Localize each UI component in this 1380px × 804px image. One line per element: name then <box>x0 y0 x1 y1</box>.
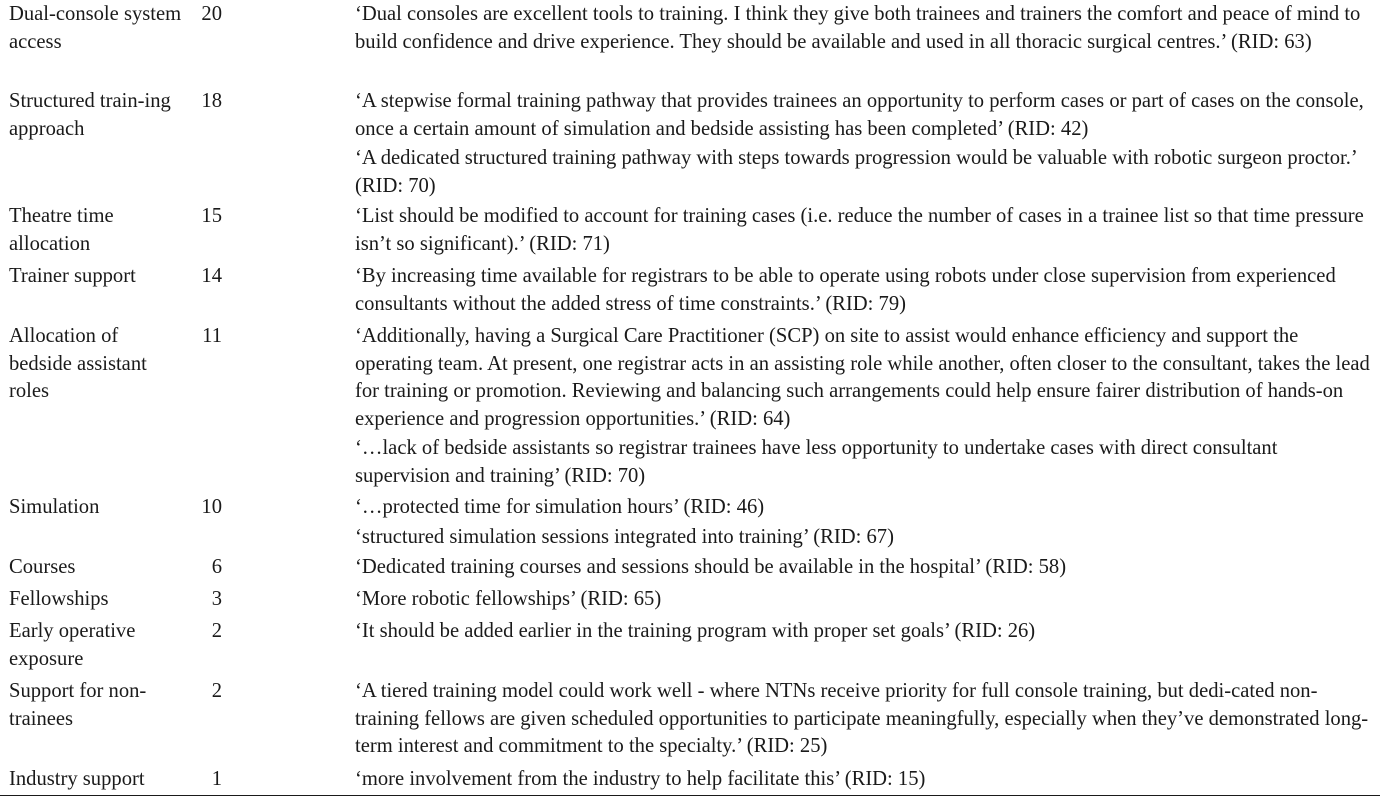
theme-cell: Allocation of bedside assistant roles <box>9 325 147 402</box>
count-cell: 10 <box>201 496 222 518</box>
quote-text: ‘…lack of bedside assistants so registrar trainees have less opportunity to undertake cases with direct consultant supervision and training’ (RID: 70) <box>355 437 1278 487</box>
quote-text: ‘more involvement from the industry to help facilitate this’ (RID: 15) <box>355 768 926 790</box>
theme-cell: Industry support <box>9 768 145 790</box>
theme-cell: Support for non-trainees <box>9 680 147 730</box>
quotes-cell <box>355 88 1375 200</box>
quotes-cell <box>355 618 1375 646</box>
quotes-cell <box>355 1 1375 56</box>
quote-text: ‘It should be added earlier in the training program with proper set goals’ (RID: 26) <box>355 620 1036 642</box>
quote-text: ‘…protected time for simulation hours’ (RID: 46) <box>355 496 765 518</box>
theme-cell: Fellowships <box>9 588 109 610</box>
quotes-cell <box>355 586 1375 614</box>
quote-text: ‘A dedicated structured training pathway with steps towards progression would be valuable with robotic surgeon proctor.’ (RID: 70) <box>355 147 1357 197</box>
theme-cell: Trainer support <box>9 265 136 287</box>
count-cell: 14 <box>201 265 222 287</box>
quote-text: ‘By increasing time available for registrars to be able to operate using robots under close supervision from experienced consultants without the added stress of time constraints.’ (RID: 79) <box>355 265 1336 315</box>
count-cell: 6 <box>211 556 222 578</box>
quote-text: ‘A tiered training model could work well - where NTNs receive priority for full console training, but dedi-cated non-training fellows are given scheduled opportunities to participate meaningfully, especially when they’ve demonstrated long-term interest and commitment to the specialty.’ (RID: 25) <box>355 680 1369 757</box>
quotes-cell <box>355 678 1375 761</box>
count-cell: 2 <box>211 680 222 702</box>
quote-text: ‘A stepwise formal training pathway that provides trainees an opportunity to perform cases or part of cases on the console, once a certain amount of simulation and bedside assisting has been completed’ (RID: 42) <box>355 90 1364 140</box>
quotes-cell <box>355 554 1375 582</box>
theme-cell: Dual-console system access <box>9 3 182 53</box>
quotes-cell <box>355 766 1375 794</box>
quote-text: ‘More robotic fellowships’ (RID: 65) <box>355 588 662 610</box>
theme-cell: Structured train-ing approach <box>9 90 171 140</box>
quote-text: ‘Dual consoles are excellent tools to training. I think they give both trainees and trainers the comfort and peace of mind to build confidence and drive experience. They should be available and used in all thoracic surgical centres.’ (RID: 63) <box>355 3 1361 53</box>
count-cell: 18 <box>201 90 222 112</box>
table-bottom-rule <box>0 795 1380 796</box>
count-cell: 11 <box>202 325 222 347</box>
quote-text: ‘Dedicated training courses and sessions should be available in the hospital’ (RID: 58) <box>355 556 1067 578</box>
count-cell: 15 <box>201 205 222 227</box>
theme-cell: Simulation <box>9 496 100 518</box>
count-cell: 1 <box>211 768 222 790</box>
quote-text: ‘structured simulation sessions integrated into training’ (RID: 67) <box>355 525 894 548</box>
quotes-cell <box>355 323 1375 490</box>
count-cell: 3 <box>211 588 222 610</box>
quote-text: ‘Additionally, having a Surgical Care Practitioner (SCP) on site to assist would enhance efficiency and support the operating team. At present, one registrar acts in an assisting role while another, often closer to the consultant, takes the lead for training or promotion. Reviewing and balancing such arrangements could help ensure fairer distribution of hands-on experience and progression opportunities.’ (RID: 64) <box>355 325 1370 430</box>
theme-cell: Theatre time allocation <box>9 205 114 255</box>
quotes-cell <box>355 263 1375 318</box>
count-cell: 20 <box>201 3 222 25</box>
quotes-cell <box>355 203 1375 258</box>
quotes-cell <box>355 494 1375 551</box>
theme-cell: Early operative exposure <box>9 620 136 670</box>
count-cell: 2 <box>211 620 222 642</box>
quote-text: ‘List should be modified to account for training cases (i.e. reduce the number of cases in a trainee list so that time pressure isn’t so significant).’ (RID: 71) <box>355 205 1364 255</box>
theme-cell: Courses <box>9 556 76 578</box>
